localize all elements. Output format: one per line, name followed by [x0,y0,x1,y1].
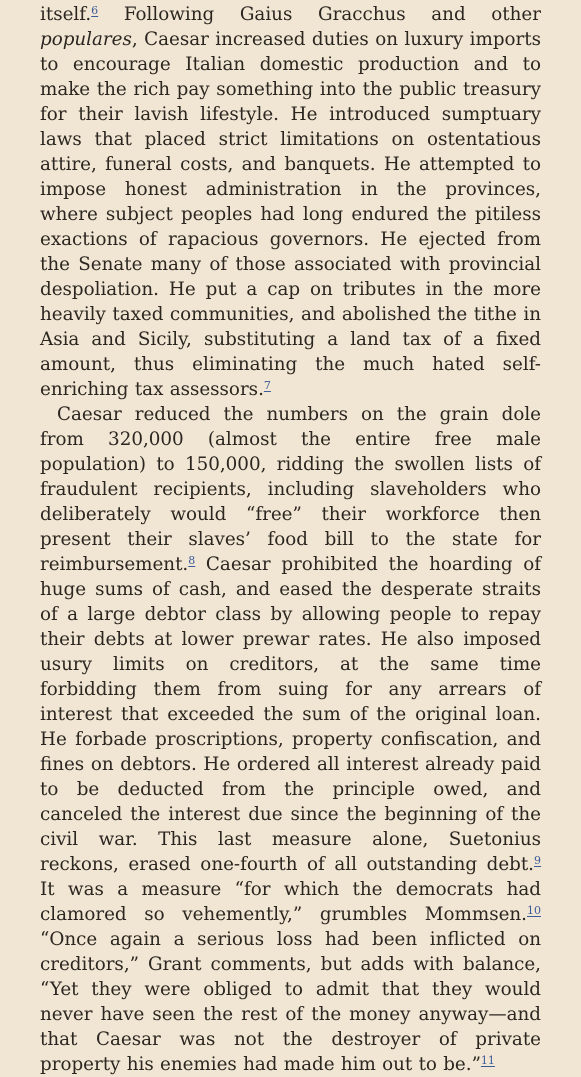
footnote-link[interactable]: 9 [534,854,541,867]
footnote-link[interactable]: 10 [527,904,541,917]
body-text: “Once again a serious loss had been inflicted on creditors,” Grant comments, but adds with balance, “Yet they were obliged to admit that they would never have seen the rest of the money anyway—and that Caesar was not the destroyer of private property his enemies had made him out to be.” [40,929,541,1075]
body-text: itself. [40,4,92,25]
emphasized-text: populares [40,29,132,50]
paragraph [40,402,541,1077]
page-content [40,2,541,1077]
footnote-link[interactable]: 6 [91,4,99,17]
footnote-link[interactable]: 7 [263,379,271,392]
body-text: Caesar reduced the numbers on the grain dole from 320,000 (almost the entire free male population) to 150,000, ridding the swollen lists of fraudulent recipients, including slaveholders who deliberately would “free” their workforce then present their slaves’ food bill to the state for reimbursement. [40,404,541,575]
body-text: Following Gaius Gracchus and other [98,4,541,25]
body-text: It was a measure “for which the democrats had clamored so vehemently,” grumbles Mommsen. [40,879,541,925]
footnote-link[interactable]: 11 [480,1054,495,1067]
paragraph [40,2,541,402]
footnote-link[interactable]: 8 [188,554,196,567]
body-text: , Caesar increased duties on luxury imports to encourage Italian domestic production and to make the rich pay something into the public treasury for their lavish lifestyle. He introduced sumptuary laws that placed strict limitations on ostentatious attire, funeral costs, and banquets. He attempted to impose honest administration in the provinces, where subject peoples had long endured the pitiless exactions of rapacious governors. He ejected from the Senate many of those associated with provincial despoliation. He put a cap on tributes in the more heavily taxed communities, and abolished the tithe in Asia and Sicily, substituting a land tax of a fixed amount, thus eliminating the much hated self-enriching tax assessors. [40,29,541,400]
body-text: Caesar prohibited the hoarding of huge sums of cash, and eased the desperate straits of a large debtor class by allowing people to repay their debts at lower prewar rates. He also imposed usury limits on creditors, at the same time forbidding them from suing for any arrears of interest that exceeded the sum of the original loan. He forbade proscriptions, property confiscation, and fines on debtors. He ordered all interest already paid to be deducted from the principle owed, and canceled the interest due since the beginning of the civil war. This last measure alone, Suetonius reckons, erased one-fourth of all outstanding debt. [40,554,541,875]
